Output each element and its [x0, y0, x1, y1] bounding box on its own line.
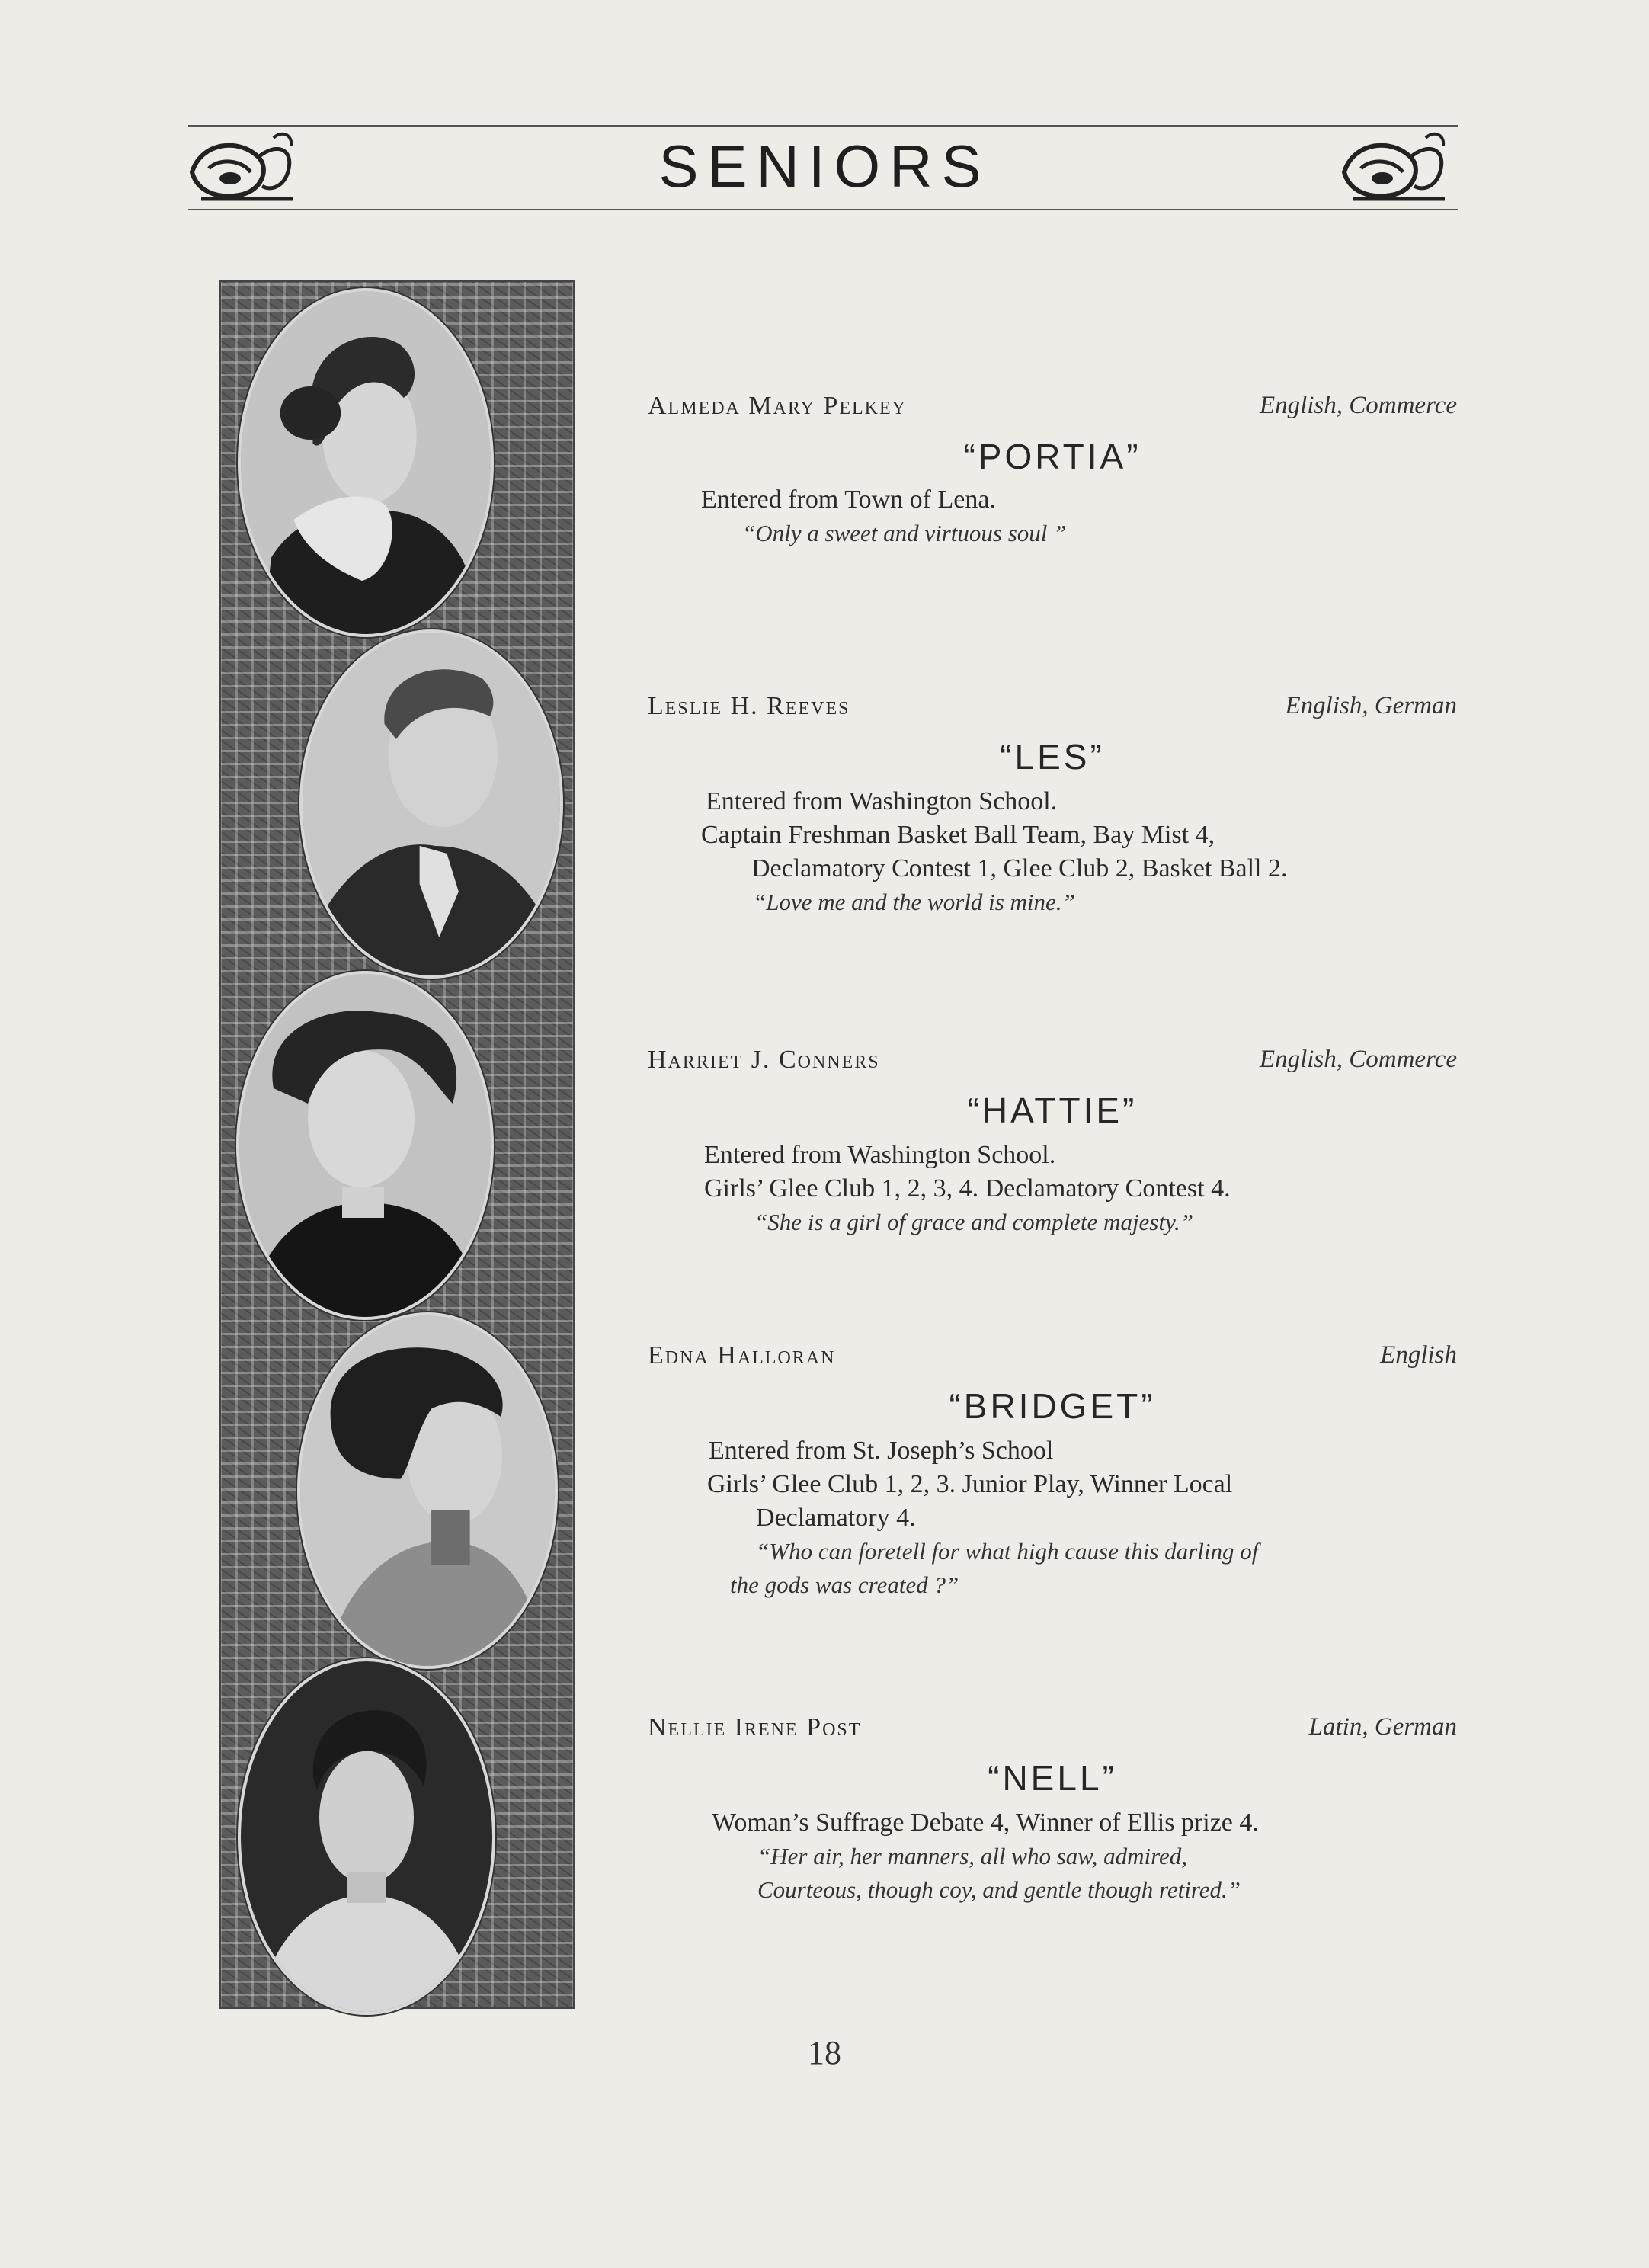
portrait-photo: [238, 1658, 495, 2015]
header-bottom-rule: [188, 209, 1458, 210]
portrait-photo: [299, 629, 563, 979]
portrait-photo: [238, 288, 494, 637]
senior-nickname: “HATTIE”: [967, 1091, 1138, 1130]
portrait-photo: [297, 1312, 558, 1669]
senior-nickname: “LES”: [1000, 737, 1105, 777]
senior-course: English: [1380, 1341, 1457, 1369]
senior-entry: [648, 1713, 1457, 1907]
senior-quote: “Who can foretell for what high cause this darling of: [756, 1538, 1259, 1565]
senior-name: Nellie Irene Post: [648, 1713, 862, 1741]
senior-detail-line: Woman’s Suffrage Debate 4, Winner of Ellis prize 4.: [712, 1808, 1259, 1837]
senior-nickname: “PORTIA”: [963, 437, 1141, 476]
senior-detail-line: Captain Freshman Basket Ball Team, Bay Mist 4,: [701, 821, 1215, 849]
senior-quote: Courteous, though coy, and gentle though retired.”: [757, 1876, 1241, 1903]
senior-entry: [648, 1341, 1457, 1602]
page-title: SENIORS: [658, 133, 991, 200]
senior-quote: the gods was created ?”: [730, 1571, 959, 1598]
senior-entry: [648, 692, 1457, 919]
senior-detail-line: Entered from Town of Lena.: [701, 485, 996, 514]
senior-name: Almeda Mary Pelkey: [648, 392, 908, 420]
senior-entry: [648, 392, 1457, 550]
senior-detail-line: Declamatory Contest 1, Glee Club 2, Basket Ball 2.: [751, 854, 1288, 883]
page-number: 18: [808, 2034, 841, 2071]
senior-quote: “Her air, her manners, all who saw, admired,: [757, 1843, 1188, 1869]
senior-nickname: “BRIDGET”: [949, 1386, 1156, 1426]
senior-detail-line: Declamatory 4.: [756, 1504, 916, 1532]
senior-nickname: “NELL”: [988, 1758, 1117, 1798]
photo-strip: [219, 280, 575, 2009]
header-top-rule: [188, 125, 1458, 127]
senior-name: Leslie H. Reeves: [648, 692, 850, 720]
senior-quote: “Love me and the world is mine.”: [753, 889, 1075, 915]
senior-detail-line: Girls’ Glee Club 1, 2, 3, 4. Declamatory Contest 4.: [704, 1174, 1231, 1203]
senior-name: Edna Halloran: [648, 1341, 836, 1369]
senior-course: English, German: [1285, 692, 1457, 719]
senior-course: English, Commerce: [1259, 1046, 1457, 1073]
senior-quote: “She is a girl of grace and complete majesty.”: [754, 1209, 1194, 1235]
senior-detail-line: Entered from St. Joseph’s School: [709, 1437, 1054, 1465]
senior-name: Harriet J. Conners: [648, 1046, 880, 1074]
portrait-photo: [236, 971, 494, 1320]
senior-entry: [648, 1046, 1457, 1239]
senior-detail-line: Entered from Washington School.: [704, 1141, 1056, 1169]
senior-detail-line: Entered from Washington School.: [706, 787, 1058, 815]
senior-course: Latin, German: [1308, 1713, 1457, 1741]
senior-course: English, Commerce: [1259, 392, 1457, 419]
senior-detail-line: Girls’ Glee Club 1, 2, 3. Junior Play, Winner Local: [707, 1470, 1233, 1498]
senior-quote: “Only a sweet and virtuous soul ”: [742, 520, 1067, 546]
